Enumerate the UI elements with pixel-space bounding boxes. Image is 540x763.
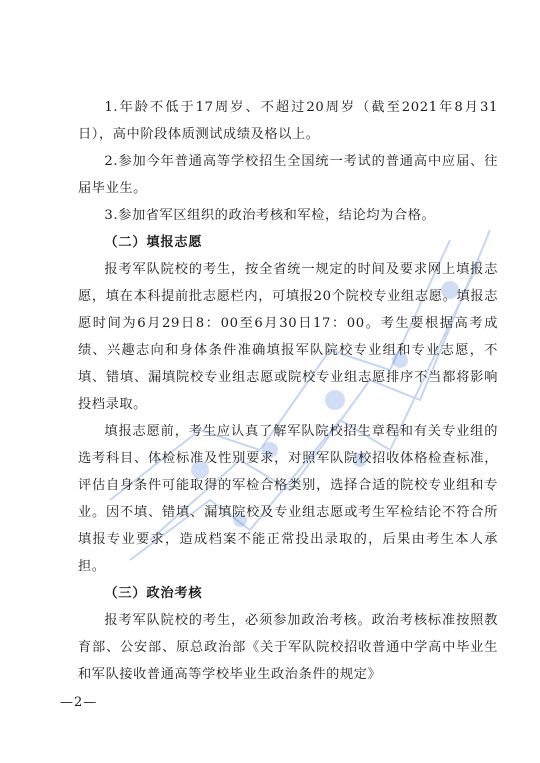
page-number: —2— — [60, 695, 98, 710]
volunteer-paragraph-2: 填报志愿前，考生应认真了解军队院校招生章程和有关专业组的选考科目、体检标准及性别要求，对照军队院校招收体格检查标准，评估自身条件可能取得的军检合格类别，选择合适的院校专业组和专业。因不填、错填、漏填院校及专业组志愿或考生军检结论不符合所填报专业要求，造成档案不能正常投出录取的，后果由考生本人承担。 — [78, 424, 498, 574]
volunteer-paragraph-1: 报考军队院校的考生，按全省统一规定的时间及要求网上填报志愿，填在本科提前批志愿栏内，可填报20个院校专业组志愿。填报志愿时间为6月29日8：00至6月30日17：00。考生要根据高考成绩、兴趣志向和身体条件准确填报军队院校专业组和专业志愿，不填、错填、漏填院校专业组志愿或院校专业组志愿排序不当都将影响投档录取。 — [78, 262, 498, 412]
requirement-exam: 2.参加今年普通高等学校招生全国统一考试的普通高中应届、往届毕业生。 — [78, 154, 498, 196]
requirement-political: 3.参加省军区组织的政治考核和军检，结论均为合格。 — [104, 208, 436, 223]
requirement-age: 1.年龄不低于17周岁、不超过20周岁（截至2021年8月31日），高中阶段体质测试成绩及格以上。 — [78, 100, 498, 142]
section-heading-volunteer: （二）填报志愿 — [104, 235, 203, 250]
political-paragraph-1: 报考军队院校的考生，必须参加政治考核。政治考核标准按照教育部、公安部、原总政治部《关于军队院校招收普通中学高中毕业生和军队接收普通高等学校毕业生政治条件的规定》 — [78, 613, 498, 682]
requirements-list — [78, 94, 498, 688]
section-heading-political: （三）政治考核 — [104, 586, 203, 601]
